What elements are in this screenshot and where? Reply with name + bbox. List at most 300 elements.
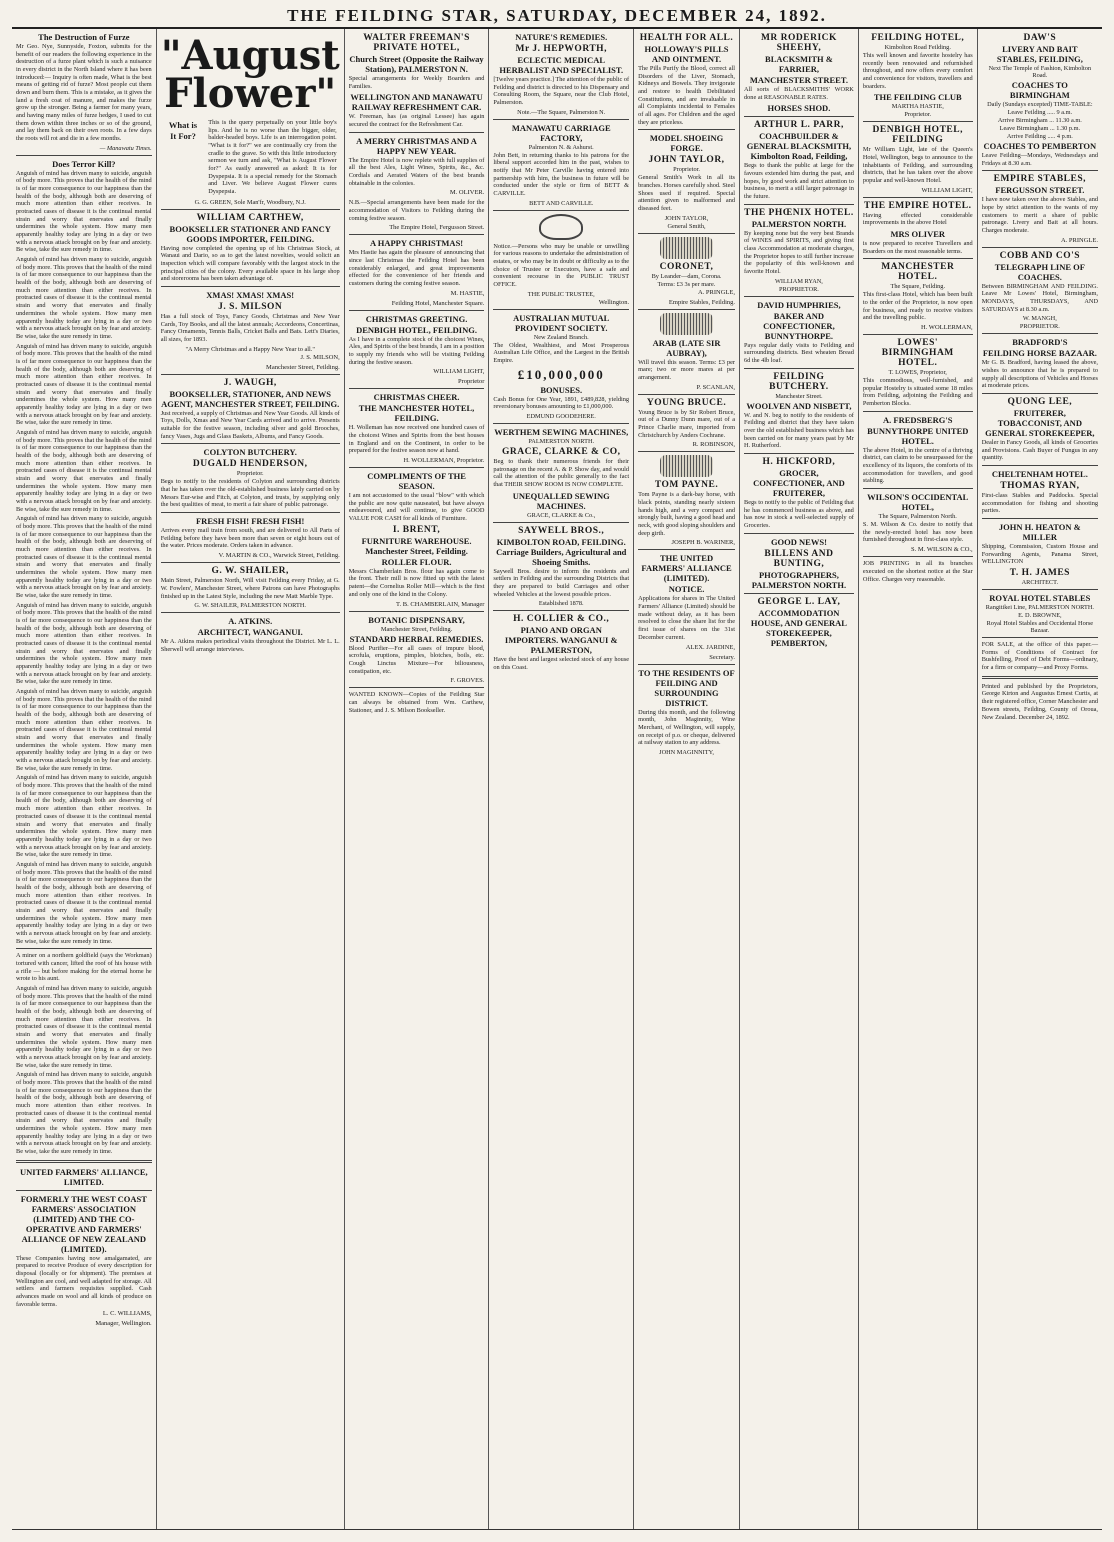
established-label: Established 1878.	[538, 600, 584, 608]
divider	[161, 562, 340, 563]
pemberton-heading: COACHES TO PEMBERTON	[983, 141, 1097, 151]
atkins-subheading: ARCHITECT, WANGANUI.	[197, 627, 303, 638]
light-signature: WILLIAM LIGHT,	[433, 368, 485, 376]
martin-signature: V. MARTIN & CO., Warwick Street, Feilding.	[218, 552, 340, 560]
trustee-address: Wellington.	[598, 298, 630, 306]
divider	[16, 155, 152, 156]
divider	[638, 451, 735, 452]
farmers-heading: THE UNITED FARMERS' ALLIANCE (LIMITED).	[641, 553, 732, 584]
imprint: Printed and published by the Proprietors, George Kirton and Augustus Ernest Curtis, at their registered office, Corner Manchester and Bowen streets, Feilding, County of Oroua, New Zealand. December 24, 1892.	[981, 682, 1099, 721]
grace-signature: GRACE, CLARKE & Co.,	[527, 511, 596, 519]
denbigh-body: Mr William Light, late of the Queen's Hotel, Wellington, begs to announce to the inhabitants of Feilding, and surrounding districts, that he has taken over the above popular and well-known Hotel.	[862, 146, 973, 185]
wolleman-signature: H. WOLLERMAN,	[920, 324, 973, 332]
empire-body: The Empire Hotel is now replete with full supplies of all the best Ales, Light Wines, Spirits, &c., &c. Cordials and Aerated Waters of the best brands obtainable in the colonies.	[348, 156, 485, 187]
milson-body: Has a full stock of Toys, Fancy Goods, Christmas and New Year Cards, Toy Books, and all the latest annuals; Accordeons, Concertinas, Fancy Ornaments, Tennis Balls, Cricket Balls and Bats. Lett's Diaries, all sizes, for 1893.	[160, 313, 340, 344]
shares-body: Applications for shares in The United Farmers' Alliance (Limited) should be made without delay, as it has been resolved to close the share list for the first issue of shares on the 31st December current.	[638, 595, 735, 641]
light-signature: WILLIAM LIGHT,	[921, 186, 973, 194]
divider	[16, 1160, 152, 1163]
wolleman-body: H. Wolleman has now received one hundred cases of the choicest Wines and Spirits from the best houses in England and on the Continent, in order to be prepared for the festive season now at hand.	[348, 424, 485, 455]
wertheim-address: PALMERSTON NORTH.	[528, 438, 595, 446]
divider	[982, 589, 1098, 590]
taylor-signature: JOHN TAYLOR,	[664, 214, 709, 222]
mangh-role: PROPRIETOR.	[1019, 323, 1060, 331]
denbigh-body: As I have in a complete stock of the choicest Wines, Ales, and Spirits of the best brands, I am in a position to supply my friends who will be visiting Feilding during the festive season.	[348, 335, 485, 366]
divider	[349, 611, 485, 612]
timetable-row: Leave Birmingham ... 1.30 p.m.	[999, 125, 1081, 132]
waugh-subheading: BOOKSELLER, STATIONER, AND NEWS AGENT, MANCHESTER STREET, FEILDING.	[161, 388, 340, 409]
pemberton-body: Leave Feilding—Mondays, Wednesdays and Fridays at 8.30 a.m.	[981, 152, 1098, 167]
divider	[744, 368, 854, 369]
divider	[638, 233, 735, 234]
phoenix-body: By keeping none but the very best Brands of WINES and SPIRITS, and giving first class Accommodation at moderate charges, the Proprietor hopes to still further increase the popularity of this well-known and favorite Hotel.	[744, 229, 854, 276]
sheehy-address: MANCHESTER STREET.	[749, 75, 848, 85]
oliver-address: The Empire Hotel, Fergusson Street.	[389, 224, 485, 232]
hepworth-heading: Mr J. HEPWORTH,	[515, 44, 607, 54]
fergusson-heading: FERGUSSON STREET.	[995, 185, 1085, 196]
jardine-role: Secretary.	[709, 653, 735, 661]
what-is-label: What is	[168, 120, 198, 130]
daws-address: Next The Temple of Fashion, Kimbolton Road.	[988, 65, 1092, 79]
for-label: It For?	[170, 131, 196, 141]
oliver-body: is now prepared to receive Travellers and Boarders on the most reasonable terms.	[862, 240, 973, 255]
divider	[863, 121, 973, 122]
humphries-heading: DAVID HUMPHRIES,	[757, 299, 841, 310]
billens-subheading: PHOTOGRAPHERS, PALMERSTON NORTH.	[751, 569, 847, 590]
divider	[863, 258, 973, 259]
manchester-hotel-body: This first-class Hotel, which has been built to the order of the Proprietor, is now open for business, and ready to receive visitors and the travelling public.	[862, 291, 973, 322]
taylor-role: Proprietor.	[673, 166, 700, 174]
manchester-hotel-address: The Square, Feilding.	[890, 283, 946, 291]
grace-body: Beg to thank their numerous friends for their patronage on the recent A. & P. Show day, and would call the attention of the public generally to the fact that THEIR SHOW ROOM IS NOW COMPLETE.	[493, 458, 630, 489]
bradford-subheading: FEILDING HORSE BAZAAR.	[982, 348, 1097, 359]
chamberlain-signature: T. B. CHAMBERLAIN, Manager	[396, 600, 485, 608]
dugald-heading: DUGALD HENDERSON,	[192, 459, 308, 470]
good-news-heading: GOOD NEWS!	[770, 536, 827, 547]
feilding-hotel-address: Kimbolton Road Feilding.	[884, 44, 951, 51]
furze-heading: The Destruction of Furze	[38, 32, 130, 42]
taylor-body: General Smith's Work in all its branches. Horses carefully shod. Steel Shoes used if required. Special attention given to malformed and diseased feet.	[638, 174, 735, 213]
bunnythorpe-heading: BUNNYTHORPE UNITED HOTEL.	[867, 425, 969, 446]
horse-engraving-image	[660, 455, 713, 477]
milson-heading: J. S. MILSON	[218, 302, 283, 313]
column-4	[489, 29, 634, 1529]
shailer-heading: G. W. SHAILER,	[211, 566, 289, 577]
empire-hotel-heading: THE EMPIRE HOTEL.	[864, 200, 972, 211]
groves-signature: F. GROVES.	[450, 677, 485, 685]
humphries-subheading: BAKER AND CONFECTIONER, BUNNYTHORPE.	[763, 310, 835, 341]
quong-body: Dealer in Fancy Goods, all kinds of Groceries and Provisions. Cash Buyer of Fungus in any quantity.	[981, 439, 1098, 462]
notice-body: Notice.—Persons who may be unable or unwilling for various reasons to undertake the administration of estates, or who may be in doubt or difficulty as to the choice of Trustee or Executors, have a safe and convenient recourse in the PUBLIC TRUST OFFICE.	[493, 242, 630, 289]
furze-source: — Manawatu Times.	[99, 144, 152, 152]
divider	[863, 488, 973, 489]
hastie-role: Proprietor.	[904, 111, 932, 119]
divider	[349, 687, 485, 688]
bett-body: John Bett, in returning thanks to his patrons for the liberal support accorded him in the past, wishes to notify that Mr Peter Carville having entered into partnership with him, the business in future will be conducted under the style or firm of BETT & CARVILLE.	[493, 151, 630, 198]
bett-signature: BETT AND CARVILLE.	[529, 199, 594, 207]
colyton-heading: COLYTON BUTCHERY.	[203, 447, 297, 458]
column-3	[345, 29, 490, 1529]
dugald-body: Begs to notify to the residents of Colyton and surrounding districts that he has taken over the old-established business lately carried on by Messrs Eur-wise and Fitch, at Colyton, and trusts, by supplying only the best qualities of meat, to merit a fair share of public patronage.	[160, 478, 340, 509]
carthew-heading: WILLIAM CARTHEW,	[196, 212, 304, 223]
grace-heading: GRACE, CLARKE & CO,	[501, 447, 621, 458]
collier-subheading: PIANO AND ORGAN IMPORTERS. WANGANUI & PALMERSTON,	[504, 625, 618, 656]
lay-heading: GEORGE L. LAY,	[757, 596, 841, 607]
divider	[638, 664, 735, 665]
divider	[349, 310, 485, 311]
phoenix-subheading: PALMERSTON NORTH.	[751, 218, 847, 229]
browne-role: Royal Hotel Stables and Occidental Horse Bazaar.	[986, 620, 1094, 635]
oliver-signature: M. OLIVER.	[449, 189, 485, 197]
woolven-body: W. and N. beg to notify to the residents of Feilding and district that they have taken over the old established business which has been carried on for many years past by Mr H. Rutherford.	[744, 411, 854, 450]
terror-article-cont6: Anguish of mind has driven many to suicide, anguish of body more. This proves that the health of the mind is of far more consequence to our happiness than the health of the body, although both are deserving of much more attention than either receives. In protracted cases of disease it is the continual mental strain and worry that enervates and finally undermines the whole system. How many men apparently healthy today are lying in a day or two with a nervous attack brought on by fear and anxiety. Be wise, take the sure remedy in time.	[16, 688, 152, 772]
cancer-article-cont: Anguish of mind has driven many to suicide, anguish of body more. This proves that the health of the mind is of far more consequence to our happiness than the health of the body, although both are deserving of much more attention than either receives. In protracted cases of disease it is the continual mental strain and worry that enervates and finally undermines the whole system. How many men apparently healthy today are lying in a day or two with a nervous attack brought on by fear and anxiety. Be wise, take the sure remedy in time.	[16, 984, 152, 1069]
divider	[863, 411, 973, 412]
alliance-subheading: FORMERLY THE WEST COAST FARMERS' ASSOCIATION (LIMITED) AND THE CO-OPERATIVE AND FARMERS' ALLIANCE OF NEW ZEALAND (LIMITED).	[20, 1193, 147, 1254]
fish-body: Arrives every mail train from south, and are delivered to All Parts of Feilding before they have been more than seven or eight hours out of the water. Prices moderate. Orders taken in advance.	[160, 527, 340, 550]
divider	[744, 116, 854, 117]
dugald-role: Proprietor.	[236, 470, 264, 478]
hastie-address: Feilding Hotel, Manchester Square.	[391, 299, 485, 307]
divider	[493, 210, 629, 211]
divider	[349, 132, 485, 133]
coaches-heading: COACHES TO BIRMINGHAM	[1009, 80, 1070, 100]
terror-article-cont2: Anguish of mind has driven many to suicide, anguish of body more. This proves that the health of the mind is of far more consequence to our happiness than the health of the body, although both are deserving of much more attention than either receives. In protracted cases of disease it is the continual mental strain and worry that enervates and finally undermines the whole system. How many men apparently healthy today are lying in a day or two with a nervous attack brought on by fear and anxiety. Be wise, take the sure remedy in time.	[16, 342, 152, 427]
terror-article-cont: Anguish of mind has driven many to suicide, anguish of body more. This proves that the health of the mind is of far more consequence to our happiness than the health of the body, although both are deserving of much more attention than either receives. In protracted cases of disease it is the continual mental strain and worry that enervates and finally undermines the whole system. How many men apparently healthy today are lying in a day or two with a nervous attack brought on by fear and anxiety. Be wise, take the sure remedy in time.	[16, 256, 152, 340]
scanlan-signature: P. SCANLAN,	[696, 383, 735, 391]
terror-article-cont4: Anguish of mind has driven many to suicide, anguish of body more. This proves that the health of the mind is of far more consequence to our happiness than the health of the body, although both are deserving of much more attention than either receives. In protracted cases of disease it is the continual mental strain and worry that enervates and finally undermines the whole system. How many men apparently healthy today are lying in a day or two with a nervous attack brought on by fear and anxiety. Be wise, take the sure remedy in time.	[16, 515, 152, 600]
bruce-body: Young Bruce is by Sir Robert Bruce, out of a Dunny Dunn mare, out of a Prince Charlie mare, imported from Christchurch by Anders Cochrane.	[638, 408, 735, 439]
feilding-hotel-body: This well known and favorite hostelry has recently been renovated and refurnished throughout, and now offers every comfort and convenience for visitors, travellers and boarders.	[862, 52, 973, 90]
furze-article: Mr Geo. Nye, Sunnyside, Foxton, submits for the benefit of our readers the following experience in the destruction of a furze plant which is such a nuisance in every district in the North Island where it has been introduced:— Inquiry is often made, What is the best means of getting rid of furze? Most people cut them down and burn them. This is a mistake, as it gives the land a fresh coat of manure, and makes the furze grow up the stronger. Being a farmer for many years, and having many miles of furze hedges, I used to cut them down within three inches or so of the ground, and lay them back on their own roots. In a few days the roots will rot and die in a few months.	[16, 43, 152, 143]
divider	[161, 374, 340, 375]
freeman-subheading: Church Street (Opposite the Railway Station), PALMERSTON N.	[349, 54, 484, 74]
manawatu-address: Palmerston N. & Ashurst.	[528, 143, 594, 151]
divider	[493, 423, 629, 424]
oliver-heading: MRS OLIVER	[890, 229, 946, 240]
cancer-article: A miner on a northern goldfield (says the Workman) tortured with cancer, lifted the roof of his house with a rifle — but before making for the eternal home he wrote to his aunt.	[16, 952, 152, 983]
column-1	[12, 29, 157, 1529]
divider	[161, 286, 340, 287]
royal-stables-heading: ROYAL HOTEL STABLES	[989, 593, 1091, 604]
james-heading: T. H. JAMES	[1009, 568, 1070, 579]
xmas-heading: XMAS! XMAS! XMAS!	[206, 290, 295, 301]
hickford-subheading: GROCER, CONFECTIONER, AND FRUITERER,	[753, 468, 845, 499]
coronet-pedigree: By Leander—dam, Corona.	[651, 272, 722, 280]
pringle-signature: A. PRINGLE.	[1060, 236, 1098, 244]
denbigh-heading: DENBIGH HOTEL, FEILDING.	[356, 324, 477, 335]
divider	[638, 309, 735, 310]
green-signature: G. G. GREEN, Sole Man'fr, Woodbury, N.J.	[194, 198, 306, 206]
divider	[982, 170, 1098, 171]
shoeing-heading: MODEL SHOEING FORGE.	[649, 133, 724, 154]
pringle-signature: A. PRINGLE,	[697, 288, 735, 296]
alliance-signature: L. C. WILLIAMS,	[102, 1310, 152, 1318]
wilson-address: The Square, Palmerston North.	[878, 513, 957, 521]
for-sale-notice: FOR SALE, at the office of this paper.—Forms of Conditions of Contract for Bushfelling, Proof of Debt Forms—ordinary, for a firm or company—and Proxy Forms.	[981, 641, 1098, 672]
milson-greeting: "A Merry Christmas and a Happy New Year to all."	[185, 345, 315, 353]
bradford-body: Mr G. B. Bradford, having leased the above, wishes to announce that he is prepared to supply all descriptions of Vehicles and Horses at moderate prices.	[981, 359, 1098, 390]
column-7	[859, 29, 978, 1529]
saywell-subheading: KIMBOLTON ROAD, FEILDING. Carriage Builders, Agricultural and Shoeing Smiths.	[496, 536, 627, 567]
carthew-body: Having now completed the opening up of his Christmas Stock, at Wanaui and Dario, so as to get the latest novelties, would solicit an inspection which will compare favorably with the largest stock in the principal cities of the colony. Every available space in his large shop and storerooms has been taken advantage of.	[160, 244, 340, 283]
jardine-signature: ALEX. JARDINE,	[685, 643, 735, 651]
amp-heading: AUSTRALIAN MUTUAL PROVIDENT SOCIETY.	[513, 312, 610, 333]
freeman-body: Special arrangements for Weekly Boarders and Families.	[348, 75, 485, 90]
chamberlain-body: Messrs Chamberlain Bros. flour has again come to the front. Their mill is now fitted up with the latest patent—the Cornelius Roller Mill—which is the first and only one of the kind in the Colony.	[348, 567, 485, 598]
james-role: ARCHITECT.	[1021, 579, 1059, 587]
botanic-heading: BOTANIC DISPENSARY,	[368, 614, 465, 625]
divider	[493, 522, 629, 523]
cobb-subheading: TELEGRAPH LINE OF COACHES.	[994, 261, 1085, 282]
maginnity-signature: JOHN MAGINNITY,	[659, 748, 714, 756]
newspaper-page	[12, 0, 1102, 1536]
terror-heading: Does Terror Kill?	[52, 158, 116, 169]
coronet-terms: Terms: £3 3s per mare.	[657, 280, 716, 288]
residents-body: During this month, and the following month, John Maginnity, Wine Merchant, of Wellington, will supply, on receipt of p.o. or cheque, delivered at railway station to any address.	[638, 708, 735, 747]
divider	[982, 676, 1098, 679]
divider	[863, 334, 973, 335]
ryan-body: First-class Stables and Paddocks. Special accommodation for fishing and shooting parties.	[981, 492, 1098, 515]
daws-heading: DAW'S	[1023, 33, 1057, 43]
ryan-role: PROPRIETOR.	[778, 285, 819, 293]
divider	[982, 333, 1098, 334]
milson-signature: J. S. MILSON,	[300, 353, 340, 361]
bruce-heading: YOUNG BRUCE.	[646, 397, 727, 408]
phoenix-heading: THE PHŒNIX HOTEL.	[744, 207, 854, 218]
divider	[493, 610, 629, 611]
billens-heading: BILLENS AND BUNTING,	[764, 548, 834, 569]
bradford-heading: BRADFORD'S	[1012, 337, 1068, 348]
divider	[16, 948, 152, 949]
parr-subheading: COACHBUILDER & GENERAL BLACKSMITH, Kimbolton Road, Feilding,	[746, 131, 852, 162]
brent-heading: I. BRENT,	[392, 524, 441, 535]
hickford-body: Begs to notify to the public of Feilding that he has commenced business as above, and has now in stock a well-selected supply of Groceries.	[744, 499, 854, 530]
parr-heading: ARTHUR L. PARR,	[753, 120, 844, 131]
fredsberg-heading: A. FREDSBERG'S	[883, 414, 953, 425]
taylor-heading: JOHN TAYLOR,	[648, 155, 725, 166]
butchery-address: Manchester Street.	[775, 392, 823, 400]
parr-body: Begs to thank the public at large for the favours extended him during the past, and hopes, by good work and strict attention to business, to merit a still larger patronage in the future.	[744, 162, 854, 201]
collier-body: Have the best and largest selected stock of any house on this Coast.	[493, 656, 630, 672]
horse-engraving-image	[660, 313, 713, 335]
atkins-body: Mr A. Atkins makes periodical visits throughout the District. Mr L. L. Sherwell will arrange interviews.	[160, 638, 340, 653]
lowes-proprietor: T. LOWES, Proprietor,	[888, 369, 947, 377]
hastie-body: Mrs Hastie has again the pleasure of announcing that since last Christmas the Feilding Hotel has been considerably enlarged, and great improvements effected for the convenience of her friends and customers during the coming festive season.	[348, 249, 485, 288]
wilson-signature: S. M. WILSON & CO.,	[911, 546, 973, 554]
terror-article-cont7: Anguish of mind has driven many to suicide, anguish of body more. This proves that the health of the mind is of far more consequence to our happiness than the health of the body, although both are deserving of much more attention than either receives. In protracted cases of disease it is the continual mental strain and worry that enervates and finally undermines the whole system. How many men apparently healthy today are lying in a day or two with a nervous attack brought on by fear and anxiety. Be wise, take the sure remedy in time.	[16, 774, 152, 859]
divider	[982, 637, 1098, 638]
taylor-signature-role: General Smith,	[667, 222, 706, 230]
botanic-address: Manchester Street, Feilding.	[380, 625, 453, 633]
lowes-body: This commodious, well-furnished, and popular Hostelry is situated some 18 miles from Feilding, adjoining the Feilding and Pemberton Blocks.	[862, 377, 973, 408]
fish-heading: FRESH FISH! FRESH FISH!	[195, 516, 305, 527]
alliance-role: Manager, Wellington.	[95, 1320, 152, 1328]
column-2	[157, 29, 345, 1529]
cheltenham-heading: CHELTENHAM HOTEL.	[991, 469, 1088, 480]
compliments-heading: COMPLIMENTS OF THE SEASON.	[367, 471, 466, 492]
divider	[744, 593, 854, 594]
divider	[744, 296, 854, 297]
collier-heading: H. COLLIER & CO.,	[513, 614, 610, 625]
horse-engraving-image	[660, 237, 713, 259]
season-body: I am not accustomed to the usual "blow" with which the public are now quite nauseated, but have always endeavoured, and will continue, to give GOOD VALUE FOR CASH for all kinds of Furniture.	[348, 492, 485, 523]
cheer-heading: CHRISTMAS CHEER.	[373, 392, 460, 403]
divider	[161, 443, 340, 444]
heaton-heading: JOHN H. HEATON & MILLER	[998, 522, 1081, 543]
column-6	[740, 29, 859, 1529]
column-5	[634, 29, 740, 1529]
notice-heading: NOTICE.	[668, 584, 705, 595]
robinson-signature: R. ROBINSON,	[692, 441, 735, 449]
hepworth-address: Note.—The Square, Palmerston N.	[517, 108, 606, 116]
divider	[863, 556, 973, 557]
milson-address: Manchester Street, Feilding.	[266, 363, 340, 371]
masthead: THE FEILDING STAR, SATURDAY, DECEMBER 24, 1892.	[12, 6, 1102, 29]
divider	[638, 394, 735, 395]
refresh-heading: WELLINGTON AND MANAWATU RAILWAY REFRESHMENT CAR.	[350, 92, 483, 113]
ryan-heading: THOMAS RYAN,	[1000, 481, 1080, 492]
timetable-row: Arrive Birmingham ... 11.30 a.m.	[997, 117, 1082, 124]
divider	[16, 1190, 152, 1191]
hickford-heading: H. HICKFORD,	[762, 457, 836, 468]
freeman-heading: WALTER FREEMAN'S PRIVATE HOTEL,	[363, 33, 470, 53]
mangh-signature: W. MANGH,	[1022, 315, 1057, 323]
quong-subheading: FRUITERER, TOBACCONIST, AND GENERAL STOREKEEPER,	[985, 408, 1095, 439]
heaton-body: Shipping, Commission, Custom House and Forwarding Agents, Panama Street, WELLINGTON	[981, 543, 1098, 566]
hastie-signature: M. HASTIE,	[450, 289, 485, 297]
wertheim-heading: WERTHEM SEWING MACHINES,	[494, 427, 629, 438]
divider	[349, 234, 485, 235]
payne-body: Tom Payne is a dark-bay horse, with black points, standing nearly sixteen hands high, and a very compact and strongly built, having a good head and neck, with good sloping shoulders and deep girth.	[638, 491, 735, 537]
august-flower-headline: "August Flower"	[160, 32, 340, 117]
divider	[349, 388, 485, 389]
cobb-heading: COBB AND CO'S	[999, 250, 1081, 261]
carthew-subheading: BOOKSELLER STATIONER AND FANCY GOODS IMPORTER, FEILDING.	[169, 223, 331, 244]
merry-heading: A MERRY CHRISTMAS AND A HAPPY NEW YEAR.	[356, 135, 477, 156]
divider	[982, 518, 1098, 519]
divider	[638, 129, 735, 130]
divider	[982, 393, 1098, 394]
waugh-heading: J. WAUGH,	[223, 377, 277, 388]
unequalled-heading: UNEQUALLED SEWING MACHINES.	[512, 490, 610, 511]
manchester-hotel-heading: MANCHESTER HOTEL.	[881, 262, 955, 283]
sheehy-heading: MR RODERICK SHEEHY,	[760, 33, 837, 53]
ryan-signature: WILLIAM RYAN,	[774, 277, 823, 285]
cobb-body: Between BIRMINGHAM AND FEILDING. Leave Mr Lowes' Hotel, Birmingham, MONDAYS, THURSDAYS, AND SATURDAYS at 8.30 a.m.	[981, 282, 1098, 313]
saywell-body: Saywell Bros. desire to inform the residents and settlers in Feilding and the surrounding Districts that they are prepared to build Carriages and other wheeled Vehicles at the lowest possible prices.	[493, 567, 630, 598]
coronet-heading: CORONET,	[659, 261, 714, 272]
refresh-body: W. Freeman, has (as original Lessee) has again secured the contract for the Refreshment Car.	[348, 113, 485, 129]
amp-subheading: New Zealand Branch.	[533, 333, 589, 341]
hastie-signature: MARTHA HASTIE,	[891, 103, 944, 111]
atkins-heading: A. ATKINS.	[228, 616, 273, 627]
divider	[638, 549, 735, 550]
empire-stables-heading: EMPIRE STABLES,	[993, 174, 1086, 185]
oliver-body: N.B.—Special arrangements have been made for the accommodation of Visitors to Feilding during the coming festive season.	[348, 199, 485, 222]
bonus-body: Cash Bonus for One Year, 1891, £489,828, yielding reversionary bonuses amounting to £1,000,000.	[493, 395, 630, 411]
hepworth-body: [Twelve years practice.] The attention of the public of Feilding and district is directed to his Dispensary and Consulting Room, the Square, near the Club Hotel, Palmerston.	[493, 76, 630, 107]
natures-heading: NATURE'S REMEDIES.	[515, 32, 608, 42]
divider	[161, 612, 340, 613]
shailer-body: Main Street, Palmerston North, Will visit Feilding every Friday, at G. W. Fowlers', Manchester Street, where Patrons can have Photographs finished up in the Latest Style, including the new Matt Marble Type.	[160, 577, 340, 600]
light-role: Proprietor	[458, 378, 485, 386]
health-heading: HEALTH FOR ALL.	[639, 33, 734, 43]
august-flower-ad	[161, 119, 340, 198]
sheehy-body: All sorts of BLACKSMITHS' WORK done at REASONABLE RATES.	[744, 86, 854, 101]
woolven-heading: WOOLVEN AND NISBETT,	[746, 400, 852, 411]
browne-signature: E. D. BROWNE,	[1018, 612, 1062, 620]
columns	[12, 29, 1102, 1530]
terror-article: Anguish of mind has driven many to suicide, anguish of body more. This proves that the health of the mind is of far more consequence to our happiness than the health of the body, although both are deserving of much more attention than either receives. In protracted cases of disease it is the continual mental strain and worry that enervates and finally undermines the whole system. How many men apparently healthy today are lying in a day or two with a nervous attack brought on by fear and anxiety. Be wise, take the sure remedy in time.	[16, 169, 152, 254]
lowes-heading: LOWES' BIRMINGHAM HOTEL.	[881, 338, 954, 369]
wariner-signature: JOSEPH B. WARINER,	[671, 539, 735, 547]
lay-subheading: ACCOMMODATION HOUSE, AND GENERAL STOREKEEPER, PEMBERTON,	[750, 607, 847, 648]
divider	[744, 453, 854, 454]
cancer-article-cont2: Anguish of mind has driven many to suicide, anguish of body more. This proves that the health of the mind is of far more consequence to our happiness than the health of the body, although both are deserving of much more attention than either receives. In protracted cases of disease it is the continual mental strain and worry that enervates and finally undermines the whole system. How many men apparently healthy today are lying in a day or two with a nervous attack brought on by fear and anxiety. Be wise, take the sure remedy in time.	[16, 1071, 152, 1156]
quong-heading: QUONG LEE,	[1007, 397, 1073, 408]
horses-shod-heading: HORSES SHOD.	[767, 103, 831, 114]
divider	[744, 204, 854, 205]
wolleman-signature: H. WOLLERMAN, Proprietor.	[403, 457, 485, 465]
amp-funds: £10,000,000	[517, 366, 605, 382]
residents-heading: TO THE RESIDENTS OF FEILDING AND SURROUNDING DISTRICT.	[638, 667, 735, 708]
herbal-heading: STANDARD HERBAL REMEDIES.	[349, 633, 484, 644]
divider	[493, 309, 629, 310]
club-heading: THE FEILDING CLUB	[873, 92, 962, 103]
stables-body: I have now taken over the above Stables, and hope by strict attention to the wants of my customers to merit a share of public patronage. Livery and Bait at all hours. Charges moderate.	[981, 196, 1098, 235]
greeting-heading: CHRISTMAS GREETING.	[365, 313, 468, 324]
empire-hotel-body: Having effected considerable improvements in the above Hotel	[862, 211, 973, 227]
alliance-body: These Companies having now amalgamated, are prepared to receive Produce of every description for disposal (locally or for shipment). The premises at Wellington are cool, and well adapted for storage. All settlers and farmers requisites supplied. Cash advances made on wool and all kinds of produce on favorable terms.	[16, 1254, 152, 1308]
wanted-notice: WANTED KNOWN—Copies of the Feilding Star can always be obtained from Wm. Carthew, Stationer, and J. S. Milson Bookseller.	[348, 691, 485, 714]
timetable-heading: Daily (Sundays excepted) TIME-TABLE:	[987, 101, 1093, 108]
trustee-signature: THE PUBLIC TRUSTEE,	[527, 290, 595, 298]
bonuses-heading: BONUSES.	[540, 384, 583, 395]
holloway-heading: HOLLOWAY'S PILLS AND OINTMENT.	[644, 44, 729, 64]
brent-subheading: FURNITURE WAREHOUSE. Manchester Street, Feilding.	[361, 535, 472, 556]
job-printing-notice: JOB PRINTING in all its branches executed on the shortest notice at the Star Office. Charges very reasonable.	[862, 560, 973, 583]
pringle-address: Empire Stables, Feilding.	[668, 298, 735, 306]
divider	[982, 465, 1098, 466]
divider	[161, 512, 340, 513]
shailer-signature: G. W. SHAILER, PALMERSTON NORTH.	[194, 602, 306, 610]
divider	[161, 209, 340, 210]
divider	[493, 119, 629, 120]
humphries-body: Pays regular daily visits to Feilding and surrounding districts. Best wheaten Bread 6d the 4lb loaf.	[744, 341, 854, 365]
roller-heading: ROLLER FLOUR.	[381, 556, 452, 567]
royal-stables-address: Rangitikei Line, PALMERSTON NORTH.	[985, 604, 1094, 612]
terror-article-cont3: Anguish of mind has driven many to suicide, anguish of body more. This proves that the health of the mind is of far more consequence to our happiness than the health of the body, although both are deserving of much more attention than either receives. In protracted cases of disease it is the continual mental strain and worry that enervates and finally undermines the whole system. How many men apparently healthy today are lying in a day or two with a nervous attack brought on by fear and anxiety. Be wise, take the sure remedy in time.	[16, 428, 152, 513]
goodhere-signature: EDMUND GOODEHERE.	[526, 413, 596, 421]
wilson-body: S. M. Wilson & Co. desire to notify that the newly-erected hotel has now been furnished throughout in first-class style.	[862, 521, 973, 544]
amp-body: The Oldest, Wealthiest, and Most Prosperous Australian Life Office, and the Largest in the British Empire.	[493, 341, 630, 365]
arab-body: Will travel this season. Terms: £3 per mare; two or more mares at per arrangement.	[638, 358, 735, 382]
hepworth-subheading: ECLECTIC MEDICAL HERBALIST AND SPECIALIST.	[499, 55, 624, 75]
payne-heading: TOM PAYNE.	[654, 480, 719, 491]
daws-subheading: LIVERY AND BAIT STABLES, FEILDING,	[996, 44, 1083, 64]
timetable-row: Arrive Feilding ..... 4 p.m.	[1006, 133, 1073, 140]
manchester-heading: THE MANCHESTER HOTEL, FEILDING.	[358, 403, 475, 424]
holloway-body: The Pills Purify the Blood, correct all Disorders of the Liver, Stomach, Kidneys and Bowels. They invigorate and restore to health Debilitated Constitutions, and are invaluable in all Complaints incidental to Females of all ages. For Children and the aged they are priceless.	[638, 65, 735, 126]
saywell-heading: SAYWELL BROS.,	[518, 525, 605, 536]
sheehy-subheading: BLACKSMITH & FARRIER,	[765, 54, 833, 74]
manawatu-heading: MANAWATU CARRIAGE FACTORY,	[511, 122, 611, 143]
happy-heading: A HAPPY CHRISTMAS!	[369, 238, 464, 249]
herbal-body: Blood Purifier—For all cases of impure blood, scrofula, eruptions, pimples, blotches, boils, etc. Cough Linctus Mixture—For biliousness, constipation, etc.	[348, 644, 485, 675]
butchery-heading: FEILDING BUTCHERY.	[769, 371, 829, 392]
august-flower-body: This is the query perpetually on your little boy's lips. And he is no worse than the bigger, older, balder-headed boys. Life is an interrogation point. "What is it for?" we are continually cry from the cradle to the grave. So with this little introductory sermon we turn and ask, "What is August Flower for?" As easily answered as asked: It is for Dyspepsia. It is a special remedy for the Stomach and Liver. We believe August Flower cures Dyspepsia.	[208, 119, 337, 196]
divider	[349, 467, 485, 468]
